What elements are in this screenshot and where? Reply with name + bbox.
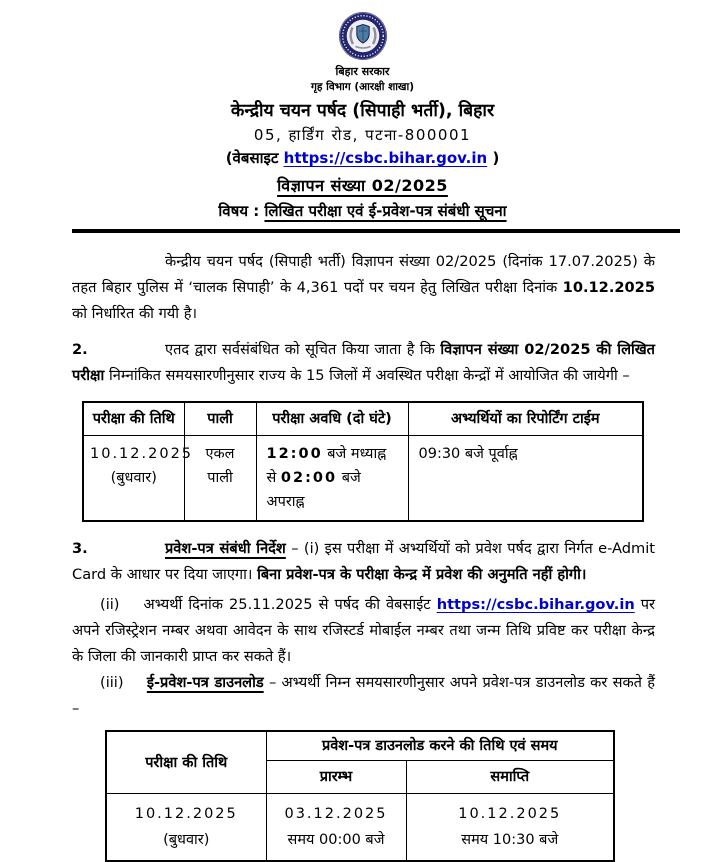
download-exam-date-cell bbox=[106, 794, 266, 862]
para-3 bbox=[72, 536, 655, 588]
header-download-group: प्रवेश-पत्र डाउनलोड करने की तिथि एवं समय bbox=[266, 731, 614, 761]
header-download-start: प्रारम्भ bbox=[266, 761, 406, 794]
header-duration: परीक्षा अवधि (दो घंटे) bbox=[256, 402, 408, 436]
download-heading: ई-प्रवेश-पत्र डाउनलोड bbox=[146, 674, 264, 691]
para-3-text-a: (i) इस परीक्षा में अभ्यर्थियों को प्रवेश पर्षद द्वारा निर्गत e-Admit Card के आधार पर दिया जाएगा। bbox=[72, 540, 656, 583]
duration-cell bbox=[256, 436, 408, 522]
government-title: बिहार सरकार bbox=[335, 65, 390, 78]
exam-table-header-row bbox=[83, 402, 643, 436]
department-subtitle: गृह विभाग (आरक्षी शाखा) bbox=[310, 81, 415, 93]
para-3-number: 3. bbox=[72, 540, 88, 557]
exam-date-bold: 10.12.2025 bbox=[562, 279, 655, 296]
download-start-date: 03.12.2025 bbox=[284, 806, 388, 822]
exam-date-value: 10.12.2025 bbox=[90, 446, 194, 462]
address-line: 05, हार्डिंग रोड, पटना-800001 bbox=[253, 126, 472, 144]
organisation-name: केन्द्रीय चयन पर्षद (सिपाही भर्ती), बिहार bbox=[230, 101, 495, 121]
download-start-time: समय 00:00 बजे bbox=[287, 832, 385, 848]
exam-table-data-row bbox=[83, 436, 643, 522]
bihar-government-seal-icon bbox=[338, 11, 388, 61]
document-header bbox=[0, 0, 725, 221]
para-intro-text-a: केन्द्रीय चयन पर्षद (सिपाही भर्ती) विज्ञापन संख्या 02/2025 (दिनांक 17.07.2025) के तहत बिहार पुलिस में ‘चालक सिपाही’ के 4,361 पदों पर चयन हेतु लिखित परीक्षा दिनांक bbox=[72, 253, 655, 296]
admit-card-heading: प्रवेश-पत्र संबंधी निर्देश bbox=[165, 540, 286, 557]
para-3-dash: – bbox=[291, 540, 299, 557]
duration-line-2: से 02:00 बजे अपराह्न bbox=[266, 470, 361, 510]
download-start-cell bbox=[266, 794, 406, 862]
exam-day-value: (बुधवार) bbox=[110, 470, 157, 486]
document-body bbox=[0, 233, 725, 862]
para-2 bbox=[72, 337, 655, 389]
para-2-text-a: एतद द्वारा सर्वसंबंधित को सूचित किया जाता है कि bbox=[165, 341, 435, 358]
para-intro bbox=[72, 249, 655, 327]
para-ii-text-a: अभ्यर्थी दिनांक 25.11.2025 से पर्षद की वेबसाईट bbox=[143, 596, 431, 613]
para-ii bbox=[72, 592, 655, 670]
subject-line bbox=[0, 201, 725, 221]
website-line bbox=[0, 148, 725, 168]
para-intro-text-b: को निर्धारित की गयी है। bbox=[72, 305, 197, 322]
website-link-inline[interactable]: https://csbc.bihar.gov.in bbox=[436, 596, 635, 613]
download-end-cell bbox=[406, 794, 614, 862]
download-exam-day-value: (बुधवार) bbox=[163, 832, 210, 848]
advert-number-title: विज्ञापन संख्या 02/2025 bbox=[277, 176, 448, 195]
header-download-exam-date: परीक्षा की तिथि bbox=[106, 731, 266, 794]
para-ii-text-b: पर अपने रजिस्ट्रेशन नम्बर अथवा आवेदन के साथ रजिस्टर्ड मोबाईल नम्बर तथा जन्म तिथि प्रविष्ट कर परीक्षा केन्द्र के जिला की जानकारी प्राप्त कर सकते हैं। bbox=[72, 596, 656, 665]
para-2-number: 2. bbox=[72, 341, 88, 358]
duration-line-1: 12:00 बजे मध्याह्न bbox=[266, 446, 387, 462]
para-iii-text-a: अभ्यर्थी निम्न समयसारणीनुसार अपने प्रवेश-पत्र डाउनलोड कर सकते हैं – bbox=[72, 674, 655, 717]
download-exam-date-value: 10.12.2025 bbox=[134, 806, 238, 822]
download-end-time: समय 10:30 बजे bbox=[461, 832, 559, 848]
download-table-group-row bbox=[106, 731, 614, 761]
download-table-data-row bbox=[106, 794, 614, 862]
para-ii-number: (ii) bbox=[100, 596, 120, 613]
header-shift: पाली bbox=[184, 402, 256, 436]
exam-date-cell bbox=[83, 436, 194, 522]
header-download-end: समाप्ति bbox=[406, 761, 614, 794]
emblem-logo bbox=[0, 11, 725, 61]
shift-cell: एकल पाली bbox=[184, 436, 256, 522]
website-close-paren: ) bbox=[492, 149, 500, 167]
para-3-bold: बिना प्रवेश-पत्र के परीक्षा केन्द्र में प्रवेश की अनुमति नहीं होगी। bbox=[257, 566, 587, 583]
subject-text: लिखित परीक्षा एवं ई-प्रवेश-पत्र संबंधी सूचना bbox=[264, 202, 507, 220]
header-exam-date: परीक्षा की तिथि bbox=[83, 402, 184, 436]
para-iii bbox=[72, 670, 655, 722]
para-2-bold: विज्ञापन संख्या 02/2025 की लिखित परीक्षा bbox=[72, 341, 656, 384]
reporting-time-cell: 09:30 बजे पूर्वाह्न bbox=[408, 436, 643, 522]
website-link[interactable]: https://csbc.bihar.gov.in bbox=[283, 149, 488, 167]
para-2-text-b: निम्नांकित समयसारणीनुसार राज्य के 15 जिलों में अवस्थित परीक्षा केन्द्रों में आयोजित की जायेगी – bbox=[108, 367, 630, 384]
para-iii-number: (iii) bbox=[100, 674, 124, 691]
exam-schedule-table bbox=[82, 401, 644, 522]
download-end-date: 10.12.2025 bbox=[458, 806, 562, 822]
para-iii-dash: – bbox=[268, 674, 277, 691]
subject-label: विषय : bbox=[218, 202, 260, 220]
website-label: (वेबसाइट bbox=[225, 149, 279, 167]
admit-card-download-table bbox=[105, 730, 615, 862]
header-reporting-time: अभ्यर्थियों का रिपोर्टिंग टाईम bbox=[408, 402, 643, 436]
